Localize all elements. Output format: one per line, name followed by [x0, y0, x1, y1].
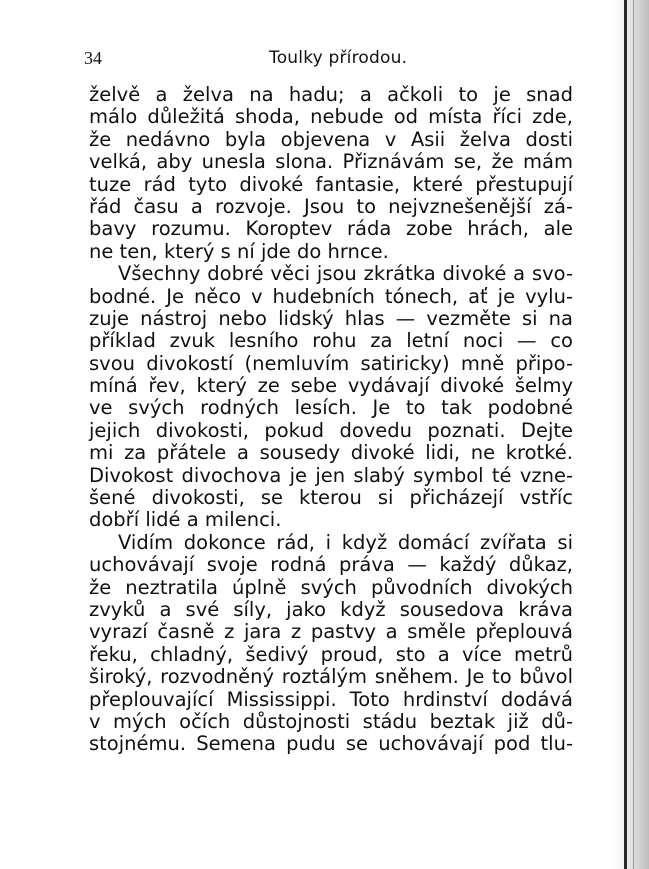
text-line: Všechny dobré věci jsou zkrátka divoké a svo- — [118, 262, 573, 286]
text-line: že neztratila úplně svých původních divokých — [89, 575, 573, 599]
text-line: vyrazí časně z jara z pastvy a směle přeplouvá — [89, 620, 573, 644]
text-line: šené divokosti, se kterou si přicházejí vstříc — [89, 486, 573, 510]
text-line: řeku, chladný, šedivý proud, sto a více metrů — [89, 642, 573, 666]
text-line: velká, aby unesla slona. Přiznávám se, že mám — [89, 150, 573, 174]
text-line: jejich divokosti, pokud dovedu poznati. Dejte — [89, 418, 573, 442]
text-line: bodné. Je něco v hudebních tónech, ať je vylu- — [89, 284, 573, 308]
text-line: bavy rozumu. Koroptev ráda zobe hrách, ale — [89, 217, 573, 241]
text-line: stojnému. Semena pudu se uchovávají pod tlu- — [89, 732, 573, 756]
text-line: řád času a rozvoje. Jsou to nejvznešenější zá- — [89, 194, 573, 218]
text-line: v mých očích důstojnosti stádu beztak již dů- — [89, 709, 573, 733]
text-line: svou divokostí (nemluvím satiricky) mně připo- — [89, 351, 573, 375]
text-line: zvyků a své síly, jako když sousedova kráva — [89, 597, 573, 621]
book-spine-shadow — [612, 0, 649, 869]
text-line: mi za přátele a sousedy divoké lidi, ne krotké. — [89, 441, 573, 465]
text-line: Divokost divochova je jen slabý symbol té vzne- — [89, 463, 573, 487]
text-line: želvě a želva na hadu; a ačkoli to je snad — [89, 83, 573, 106]
text-line: ne ten, který s ní jde do hrnce. — [89, 239, 389, 263]
running-title: Toulky přírodou. — [269, 48, 408, 68]
book-spine-fold — [633, 0, 634, 869]
text-line: málo důležitá shoda, nebude od místa říci zde, — [89, 105, 573, 129]
body-text — [89, 84, 573, 756]
text-line: uchovávají svoje rodná práva — každý důkaz, — [89, 553, 573, 577]
text-line: míná řev, který ze sebe vydávají divoké šelmy — [89, 374, 573, 398]
running-head — [84, 48, 574, 72]
text-line: zuje nástroj nebo lidský hlas — vezměte si na — [89, 306, 573, 330]
page-number: 34 — [84, 48, 102, 68]
text-line: dobří lidé a milenci. — [89, 508, 282, 532]
text-line: ve svých rodných lesích. Je to tak podobné — [89, 396, 573, 420]
text-line: příklad zvuk lesního rohu za letní noci — co — [89, 329, 573, 353]
text-line: Vidím dokonce rád, i když domácí zvířata si — [118, 530, 573, 554]
text-line: že nedávno byla objevena v Asii želva dosti — [89, 127, 573, 151]
text-line: široký, rozvodněný roztálým sněhem. Je to bůvol — [89, 665, 573, 689]
text-line: přeplouvající Mississippi. Toto hrdinství dodává — [89, 687, 573, 711]
text-line: tuze rád tyto divoké fantasie, které přestupují — [89, 172, 573, 196]
book-spine-edge — [624, 0, 627, 869]
